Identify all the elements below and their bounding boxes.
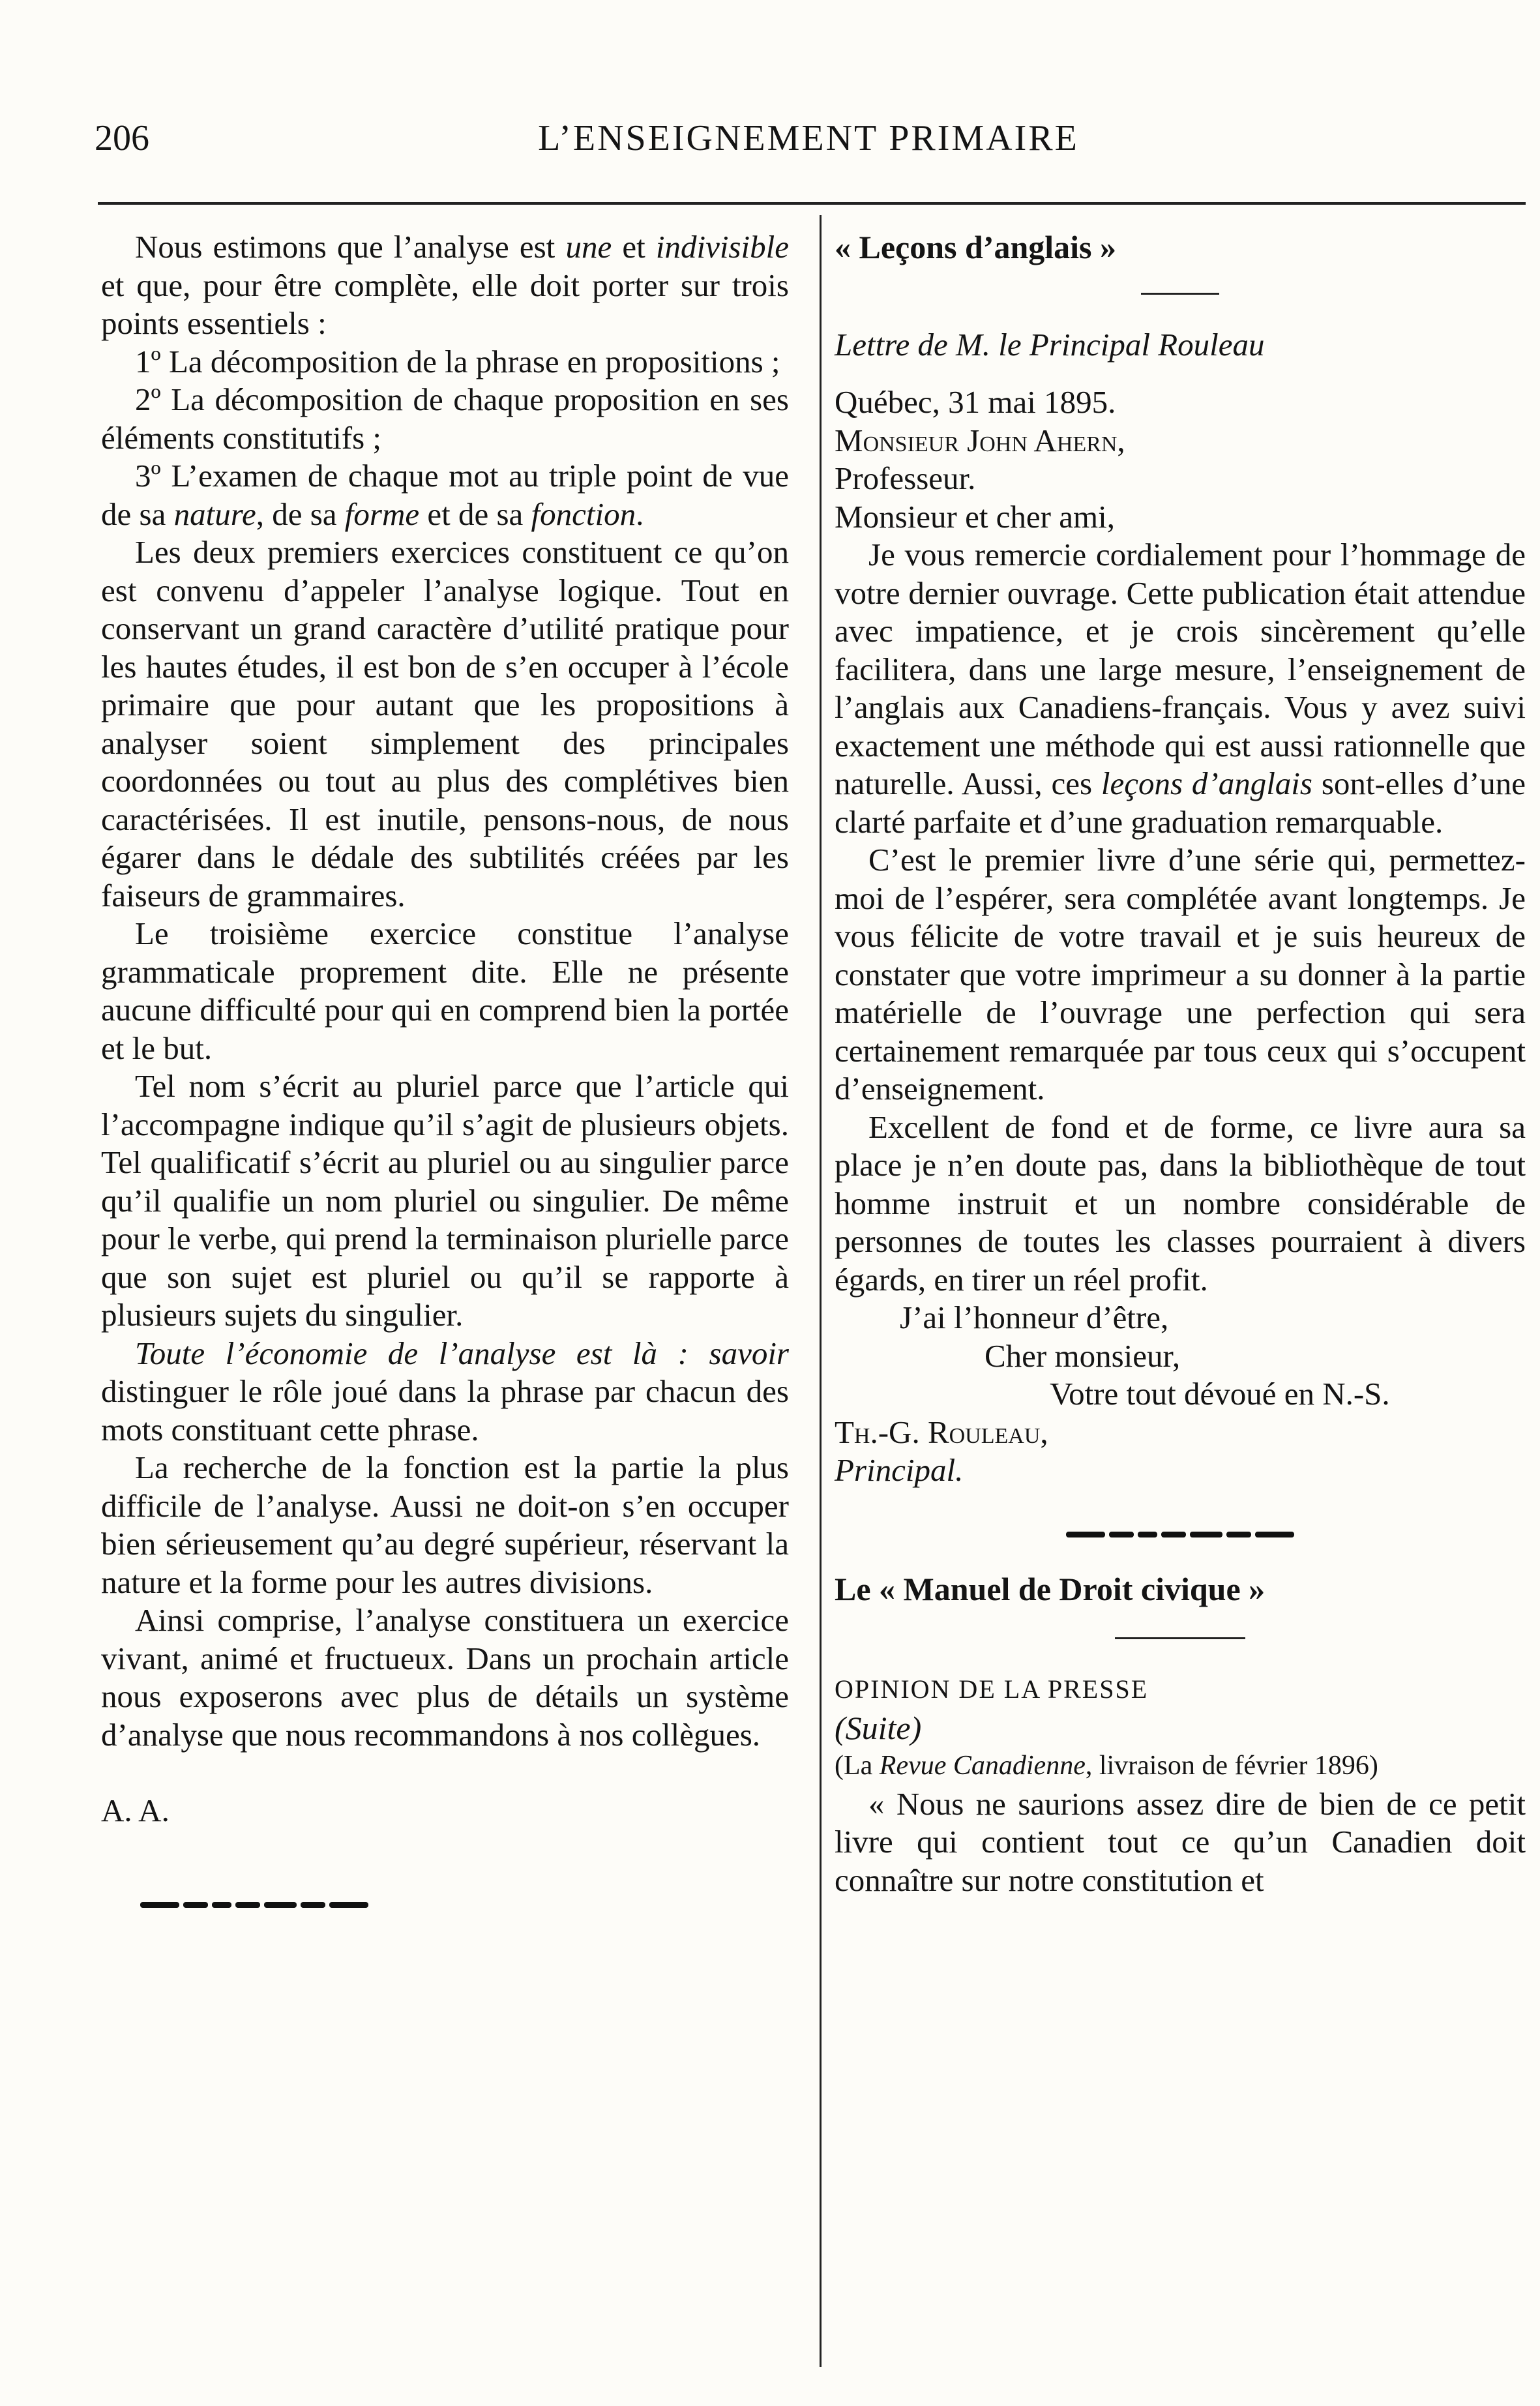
header-rule [98,202,1526,205]
ornament-divider [101,1902,789,1908]
title-rule [1115,1637,1245,1639]
press-quote: « Nous ne saurions assez dire de bien de ce petit livre qui contient tout ce qu’un Canadien doit connaître sur notre constitution et [835,1785,1526,1898]
page-number: 206 [95,118,149,158]
paragraph-economy: Toute l’économie de l’analyse est là : savoir distinguer le rôle joué dans la phrase par chacun des mots constituant cette phrase. [101,1335,789,1448]
section-title-lecons: « Leçons d’anglais » [835,229,1117,265]
ornament-divider [835,1532,1526,1537]
letter-paragraph: Je vous remercie cordialement pour l’hommage de votre dernier ouvrage. Cette publication était attendue avec impatience, et je crois sincèrement qu’elle facilitera, dans une large mesure, l’enseignement de l’anglais aux Canadiens-français. Vous y avez suivi exactement une méthode qui est aussi rationnelle que naturelle. Aussi, ces leçons d’anglais sont-elles d’une clarté parfaite et d’une graduation remarquable. [835,537,1526,840]
paragraph-examples: Tel nom s’écrit au pluriel parce que l’article qui l’accompagne indique qu’il s’agit de plusieurs objets. Tel qualificatif s’écrit au pluriel ou au singulier parce qu’il qualifie un nom pluriel ou singulier. De même pour le verbe, qui prend la terminaison plurielle parce que son sujet est pluriel ou qu’il se rapporte à plusieurs sujets du singulier. [101,1068,789,1333]
paragraph-intro: Nous estimons que l’analyse est une et indivisible et que, pour être complète, elle doit porter sur trois points essentiels : [101,229,789,341]
list-item: 3º L’examen de chaque mot au triple point de vue de sa nature, de sa forme et de sa fonction. [101,458,789,532]
right-column [835,228,1526,1899]
paragraph-conclusion: Ainsi comprise, l’analyse constituera un exercice vivant, animé et fructueux. Dans un prochain article nous exposerons avec plus de détails un système d’analyse que nous recommandons à nos collègues. [101,1602,789,1753]
left-column [101,228,789,1908]
letter-closing: Cher monsieur, [985,1337,1181,1374]
signer-title: Principal. [835,1452,964,1488]
letter-salutation: Monsieur et cher ami, [835,498,1115,535]
letter-date: Québec, 31 mai 1895. [835,384,1116,420]
letter-closing: J’ai l’honneur d’être, [900,1300,1169,1335]
paragraph-logical-analysis: Les deux premiers exercices constituent ce qu’on est convenu d’appeler l’analyse logique. Tout en conservant un grand caractère d’utilité pratique pour les hautes études, il est bon de s’en occuper à l’école primaire que pour autant que les propositions à analyser soient simplement des principales coordonnées ou tout au plus des complétives bien caractérisées. Il est inutile, pensons-nous, de nous égarer dans le dédale des subtilités créées par les faiseurs de grammaires. [101,534,789,913]
opinion-heading: OPINION DE LA PRESSE [835,1674,1149,1704]
letter-paragraph: C’est le premier livre d’une série qui, permettez-moi de l’espérer, sera complétée avant longtemps. Je vous félicite de votre travail et je suis heureux de constater que votre imprimeur a su donner à la partie matérielle de l’ouvrage une perfection qui sera certainement remarquée par tous ceux qui s’occupent d’enseignement. [835,842,1526,1106]
addressee-title: Professeur. [835,460,976,496]
running-title: L’ENSEIGNEMENT PRIMAIRE [538,118,1079,158]
title-rule [1141,293,1219,295]
paragraph-grammatical-analysis: Le troisième exercice constitue l’analyse grammaticale proprement dite. Elle ne présente aucune difficulté pour qui en comprend bien la portée et le but. [101,915,789,1066]
signer-name: Th.-G. Rouleau, [835,1414,1048,1450]
letter-addressee: Monsieur John Ahern, [835,422,1125,458]
section-title-manuel: Le « Manuel de Droit civique » [835,1570,1266,1607]
source-citation: (La Revue Canadienne, livraison de février 1896) [835,1751,1378,1781]
paragraph-function: La recherche de la fonction est la partie la plus difficile de l’analyse. Aussi ne doit-on s’en occuper bien sérieusement qu’au degré supérieur, réservant la nature et la forme pour les autres divisions. [101,1449,789,1600]
letter-heading: Lettre de M. le Principal Rouleau [835,326,1265,363]
list-item: 1º La décomposition de la phrase en propositions ; [135,343,780,379]
running-header [95,117,1522,170]
column-divider [820,215,822,2367]
author-signature: A. A. [101,1792,170,1828]
letter-paragraph: Excellent de fond et de forme, ce livre aura sa place je n’en doute pas, dans la bibliothèque de tout homme instruit et un nombre considérable de personnes de toutes les classes pourraient à divers égards, en tirer un réel profit. [835,1108,1526,1298]
list-item: 2º La décomposition de chaque proposition en ses éléments constitutifs ; [101,381,789,456]
suite-label: (Suite) [835,1709,922,1746]
letter-closing: Votre tout dévoué en N.-S. [1050,1376,1390,1412]
